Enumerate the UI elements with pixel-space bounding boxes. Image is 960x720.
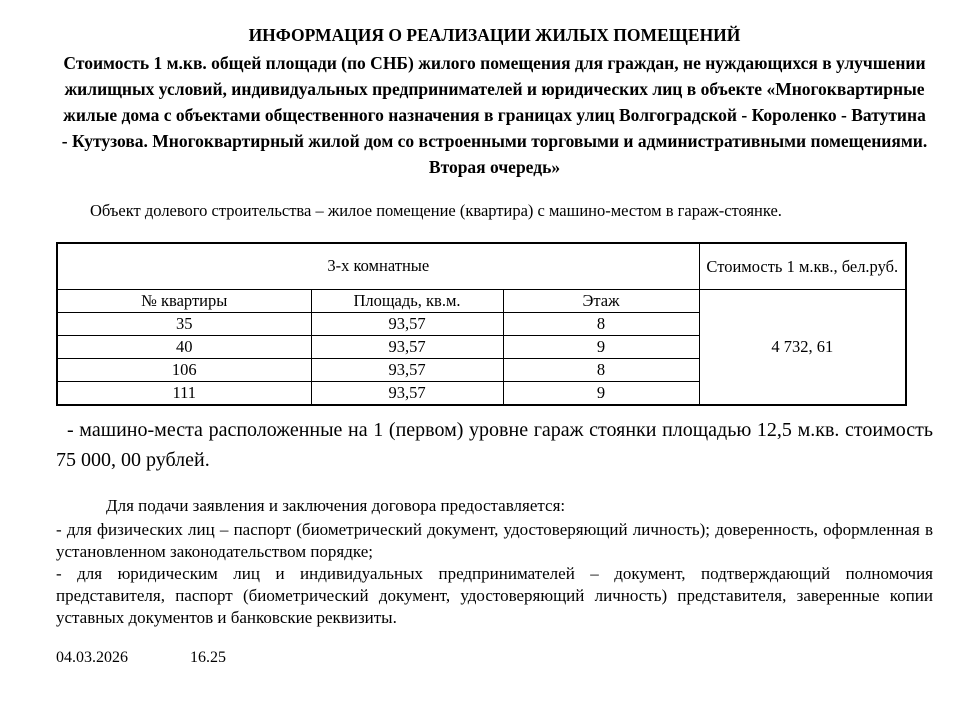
apartment-number-cell: 35 xyxy=(57,312,311,335)
apartment-number-cell: 111 xyxy=(57,381,311,405)
column-header-area: Площадь, кв.м. xyxy=(311,289,503,312)
price-value-cell: 4 732, 61 xyxy=(699,289,906,405)
footer-date: 04.03.2026 xyxy=(56,648,128,666)
table-group-header-row xyxy=(57,243,906,289)
floor-cell: 8 xyxy=(503,358,699,381)
area-cell: 93,57 xyxy=(311,381,503,405)
documents-intro: Для подачи заявления и заключения договора предоставляется: xyxy=(106,495,566,515)
floor-cell: 9 xyxy=(503,381,699,405)
documents-item-individuals: - для физических лиц – паспорт (биометрический документ, удостоверяющий личность); доверенность, оформленная в установленном законодательством порядке; xyxy=(56,519,933,561)
price-column-header: Стоимость 1 м.кв., бел.руб. xyxy=(699,243,906,289)
floor-cell: 9 xyxy=(503,335,699,358)
footer-time: 16.25 xyxy=(190,648,226,666)
page-title: ИНФОРМАЦИЯ О РЕАЛИЗАЦИИ ЖИЛЫХ ПОМЕЩЕНИЙ xyxy=(248,25,741,45)
parking-note: - машино-места расположенные на 1 (первом) уровне гараж стоянки площадью 12,5 м.кв. стоимость 75 000, 00 рублей. xyxy=(56,418,933,471)
apartment-number-cell: 40 xyxy=(57,335,311,358)
table-subheader-row xyxy=(57,289,906,312)
floor-cell: 8 xyxy=(503,312,699,335)
area-cell: 93,57 xyxy=(311,335,503,358)
apartments-price-table xyxy=(56,242,907,406)
area-cell: 93,57 xyxy=(311,358,503,381)
documents-item-legal-entities: - для юридическим лиц и индивидуальных предпринимателей – документ, подтверждающий полномочия представителя, паспорт (биометрический документ, удостоверяющий личность) представителя, заверенные копии уставных документов и банковские реквизиты. xyxy=(56,563,933,627)
column-header-floor: Этаж xyxy=(503,289,699,312)
group-header-cell: 3-х комнатные xyxy=(57,243,699,289)
column-header-apartment: № квартиры xyxy=(57,289,311,312)
intro-paragraph: Стоимость 1 м.кв. общей площади (по СНБ) жилого помещения для граждан, не нуждающихся в улучшении жилищных условий, индивидуальных предпринимателей и юридических лиц в объекте «Многоквартирные жилые дома с объектами общественного назначения в границах улиц Волгоградской - Короленко - Ватутина - Кутузова. Многоквартирный жилой дом со встроенными торговыми и административными помещениями. Вторая очередь» xyxy=(61,53,928,177)
area-cell: 93,57 xyxy=(311,312,503,335)
construction-object-line: Объект долевого строительства – жилое помещение (квартира) с машино-местом в гараж-стоянке. xyxy=(90,201,782,220)
footer xyxy=(56,649,933,667)
apartment-number-cell: 106 xyxy=(57,358,311,381)
